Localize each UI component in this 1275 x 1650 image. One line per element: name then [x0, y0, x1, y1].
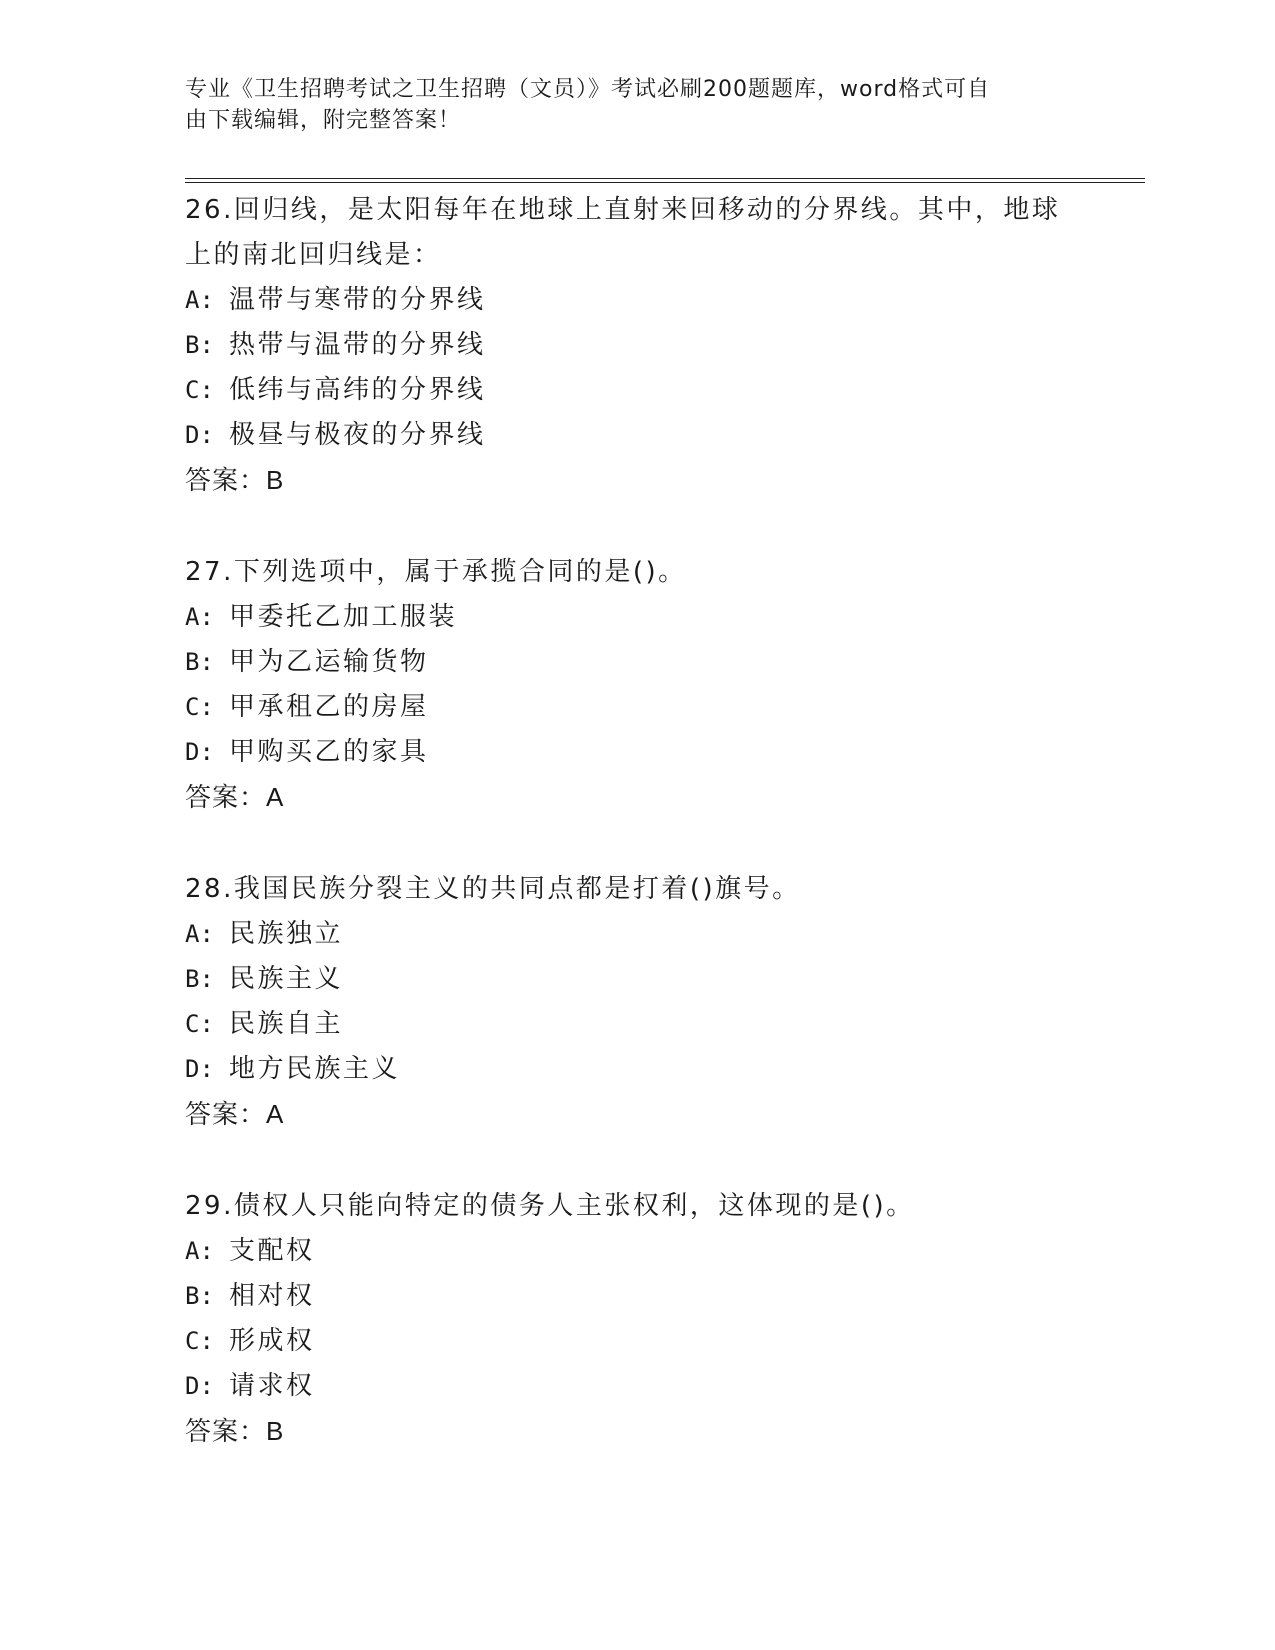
option-text: 支配权 — [229, 1236, 315, 1266]
option-d — [185, 413, 1085, 458]
option-letter: D: — [185, 421, 214, 449]
option-d — [185, 1364, 1085, 1409]
option-text: 低纬与高纬的分界线 — [229, 375, 486, 405]
question-27 — [185, 550, 1085, 821]
option-letter: C: — [185, 1327, 214, 1355]
answer-value: B — [266, 1416, 285, 1446]
option-c — [185, 1319, 1085, 1364]
answer-label: 答案： — [185, 1417, 267, 1447]
option-letter: B: — [185, 1282, 214, 1310]
option-text: 甲承租乙的房屋 — [229, 692, 429, 722]
option-b — [185, 640, 1085, 685]
question-stem-line-1: 26.回归线，是太阳每年在地球上直射来回移动的分界线。其中，地球 — [185, 195, 1061, 225]
option-text: 甲购买乙的家具 — [229, 737, 429, 767]
question-stem-line-1: 28.我国民族分裂主义的共同点都是打着()旗号。 — [185, 874, 801, 904]
option-letter: D: — [185, 1055, 214, 1083]
question-stem — [185, 188, 1065, 278]
answer — [185, 1409, 1085, 1455]
option-c — [185, 685, 1085, 730]
option-letter: C: — [185, 1010, 214, 1038]
option-text: 相对权 — [229, 1281, 315, 1311]
option-d — [185, 1047, 1085, 1092]
option-letter: B: — [185, 331, 214, 359]
option-letter: A: — [185, 603, 214, 631]
option-letter: B: — [185, 965, 214, 993]
option-text: 民族独立 — [229, 919, 344, 949]
option-letter: A: — [185, 286, 214, 314]
document-header — [185, 74, 1055, 136]
option-letter: D: — [185, 1372, 214, 1400]
option-d — [185, 730, 1085, 775]
question-stem — [185, 550, 1065, 595]
option-a — [185, 912, 1085, 957]
question-stem-line-2: 上的南北回归线是： — [185, 240, 442, 270]
option-text: 甲委托乙加工服装 — [229, 602, 458, 632]
question-list — [185, 188, 1085, 1501]
answer — [185, 1092, 1085, 1138]
question-29 — [185, 1184, 1085, 1455]
answer — [185, 775, 1085, 821]
header-line-1: 专业《卫生招聘考试之卫生招聘（文员）》考试必刷200题题库，word格式可自 — [185, 77, 991, 102]
option-letter: C: — [185, 376, 214, 404]
question-26 — [185, 188, 1085, 504]
question-stem — [185, 867, 1065, 912]
option-c — [185, 1002, 1085, 1047]
option-b — [185, 957, 1085, 1002]
option-letter: A: — [185, 1237, 214, 1265]
option-text: 地方民族主义 — [229, 1054, 401, 1084]
option-text: 民族自主 — [229, 1009, 344, 1039]
option-letter: C: — [185, 693, 214, 721]
question-stem — [185, 1184, 1065, 1229]
answer-label: 答案： — [185, 783, 267, 813]
option-text: 温带与寒带的分界线 — [229, 285, 486, 315]
option-text: 请求权 — [229, 1371, 315, 1401]
option-a — [185, 278, 1085, 323]
answer-value: B — [266, 465, 285, 495]
option-letter: D: — [185, 738, 214, 766]
option-a — [185, 1229, 1085, 1274]
header-line-2: 由下载编辑，附完整答案！ — [185, 108, 462, 133]
answer-label: 答案： — [185, 1100, 267, 1130]
option-text: 极昼与极夜的分界线 — [229, 420, 486, 450]
option-text: 民族主义 — [229, 964, 344, 994]
answer — [185, 458, 1085, 504]
option-b — [185, 323, 1085, 368]
option-a — [185, 595, 1085, 640]
answer-label: 答案： — [185, 466, 267, 496]
option-c — [185, 368, 1085, 413]
answer-value: A — [266, 1099, 285, 1129]
question-stem-line-1: 27.下列选项中，属于承揽合同的是()。 — [185, 557, 687, 587]
answer-value: A — [266, 782, 285, 812]
option-text: 形成权 — [229, 1326, 315, 1356]
question-stem-line-1: 29.债权人只能向特定的债务人主张权利，这体现的是()。 — [185, 1191, 915, 1221]
option-text: 甲为乙运输货物 — [229, 647, 429, 677]
option-b — [185, 1274, 1085, 1319]
option-text: 热带与温带的分界线 — [229, 330, 486, 360]
header-divider — [185, 178, 1145, 183]
option-letter: B: — [185, 648, 214, 676]
question-28 — [185, 867, 1085, 1138]
option-letter: A: — [185, 920, 214, 948]
